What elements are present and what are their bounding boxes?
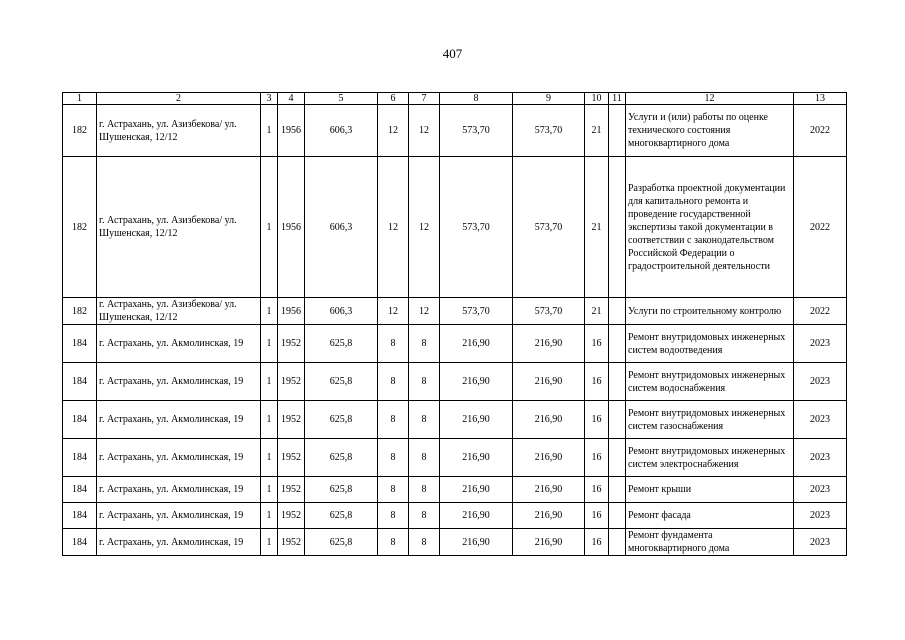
cell-col8: 216,90 [440, 503, 513, 529]
cell-col8: 216,90 [440, 325, 513, 363]
cell-work-type: Ремонт внутридомовых инженерных систем водоснабжения [626, 363, 794, 401]
cell-col7: 12 [409, 298, 440, 325]
cell-plan-year: 2023 [794, 503, 847, 529]
cell-col7: 8 [409, 401, 440, 439]
cell-col10: 16 [585, 439, 609, 477]
cell-area: 625,8 [305, 401, 378, 439]
cell-col8: 216,90 [440, 439, 513, 477]
cell-col9: 216,90 [513, 325, 585, 363]
cell-col7: 8 [409, 477, 440, 503]
cell-address: г. Астрахань, ул. Акмолинская, 19 [97, 529, 261, 556]
cell-col6: 12 [378, 157, 409, 298]
cell-col11 [609, 325, 626, 363]
cell-col7: 12 [409, 157, 440, 298]
cell-number: 184 [63, 477, 97, 503]
column-header: 3 [261, 93, 278, 105]
cell-address: г. Астрахань, ул. Акмолинская, 19 [97, 401, 261, 439]
cell-area: 625,8 [305, 529, 378, 556]
cell-address: г. Астрахань, ул. Акмолинская, 19 [97, 439, 261, 477]
cell-work-type: Услуги и (или) работы по оценке технического состояния многоквартирного дома [626, 105, 794, 157]
table-row [63, 157, 847, 298]
cell-year: 1952 [278, 503, 305, 529]
cell-work-type: Услуги по строительному контролю [626, 298, 794, 325]
cell-plan-year: 2023 [794, 401, 847, 439]
cell-col8: 216,90 [440, 363, 513, 401]
cell-area: 625,8 [305, 477, 378, 503]
cell-work-type: Ремонт фундамента многоквартирного дома [626, 529, 794, 556]
cell-col8: 216,90 [440, 477, 513, 503]
cell-col9: 573,70 [513, 157, 585, 298]
column-header: 13 [794, 93, 847, 105]
cell-plan-year: 2023 [794, 529, 847, 556]
cell-area: 625,8 [305, 503, 378, 529]
cell-col7: 8 [409, 439, 440, 477]
cell-col7: 8 [409, 363, 440, 401]
cell-number: 184 [63, 529, 97, 556]
cell-col8: 216,90 [440, 529, 513, 556]
cell-year: 1956 [278, 157, 305, 298]
column-header: 10 [585, 93, 609, 105]
column-header: 12 [626, 93, 794, 105]
cell-number: 184 [63, 401, 97, 439]
cell-col9: 573,70 [513, 105, 585, 157]
cell-col10: 21 [585, 298, 609, 325]
cell-col3: 1 [261, 439, 278, 477]
cell-col7: 8 [409, 529, 440, 556]
cell-year: 1956 [278, 298, 305, 325]
cell-plan-year: 2023 [794, 439, 847, 477]
column-header: 2 [97, 93, 261, 105]
cell-col11 [609, 439, 626, 477]
cell-col11 [609, 477, 626, 503]
column-number-row [63, 93, 847, 105]
cell-number: 184 [63, 325, 97, 363]
cell-plan-year: 2022 [794, 298, 847, 325]
cell-number: 184 [63, 503, 97, 529]
cell-col9: 216,90 [513, 503, 585, 529]
cell-col10: 16 [585, 401, 609, 439]
cell-address: г. Астрахань, ул. Акмолинская, 19 [97, 325, 261, 363]
cell-col6: 8 [378, 401, 409, 439]
column-header: 4 [278, 93, 305, 105]
cell-col3: 1 [261, 363, 278, 401]
cell-area: 625,8 [305, 439, 378, 477]
cell-col11 [609, 401, 626, 439]
cell-work-type: Разработка проектной документации для капитального ремонта и проведение государственной экспертизы такой документации в соответствии с законодательством Российской Федерации о градостроительной деятельности [626, 157, 794, 298]
cell-plan-year: 2022 [794, 105, 847, 157]
column-header: 11 [609, 93, 626, 105]
cell-address: г. Астрахань, ул. Азизбекова/ ул. Шушенская, 12/12 [97, 157, 261, 298]
cell-year: 1952 [278, 401, 305, 439]
column-header: 5 [305, 93, 378, 105]
cell-address: г. Астрахань, ул. Азизбекова/ ул. Шушенская, 12/12 [97, 105, 261, 157]
cell-area: 625,8 [305, 363, 378, 401]
cell-col10: 16 [585, 477, 609, 503]
cell-area: 625,8 [305, 325, 378, 363]
cell-address: г. Астрахань, ул. Акмолинская, 19 [97, 363, 261, 401]
cell-work-type: Ремонт внутридомовых инженерных систем водоотведения [626, 325, 794, 363]
cell-work-type: Ремонт фасада [626, 503, 794, 529]
cell-year: 1952 [278, 529, 305, 556]
cell-work-type: Ремонт внутридомовых инженерных систем газоснабжения [626, 401, 794, 439]
cell-year: 1952 [278, 325, 305, 363]
column-header: 1 [63, 93, 97, 105]
table-row [63, 325, 847, 363]
cell-plan-year: 2022 [794, 157, 847, 298]
cell-col3: 1 [261, 401, 278, 439]
table-row [63, 439, 847, 477]
column-header: 9 [513, 93, 585, 105]
cell-plan-year: 2023 [794, 477, 847, 503]
cell-col11 [609, 157, 626, 298]
table-row [63, 477, 847, 503]
cell-plan-year: 2023 [794, 325, 847, 363]
cell-col8: 573,70 [440, 157, 513, 298]
cell-address: г. Астрахань, ул. Азизбекова/ ул. Шушенская, 12/12 [97, 298, 261, 325]
cell-col3: 1 [261, 477, 278, 503]
cell-col6: 8 [378, 477, 409, 503]
cell-number: 182 [63, 157, 97, 298]
cell-year: 1952 [278, 363, 305, 401]
cell-col7: 8 [409, 325, 440, 363]
cell-col8: 216,90 [440, 401, 513, 439]
cell-col6: 8 [378, 363, 409, 401]
cell-year: 1952 [278, 439, 305, 477]
cell-col8: 573,70 [440, 105, 513, 157]
cell-work-type: Ремонт внутридомовых инженерных систем электроснабжения [626, 439, 794, 477]
column-header: 7 [409, 93, 440, 105]
cell-col6: 12 [378, 298, 409, 325]
cell-col9: 216,90 [513, 529, 585, 556]
cell-col10: 21 [585, 105, 609, 157]
cell-col3: 1 [261, 325, 278, 363]
cell-year: 1956 [278, 105, 305, 157]
capital-repair-table [62, 92, 847, 556]
cell-col6: 8 [378, 529, 409, 556]
cell-area: 606,3 [305, 105, 378, 157]
cell-col11 [609, 503, 626, 529]
cell-col7: 8 [409, 503, 440, 529]
cell-col6: 8 [378, 503, 409, 529]
table-row [63, 529, 847, 556]
cell-col3: 1 [261, 503, 278, 529]
cell-col3: 1 [261, 105, 278, 157]
table-row [63, 401, 847, 439]
cell-area: 606,3 [305, 157, 378, 298]
cell-number: 182 [63, 105, 97, 157]
cell-col3: 1 [261, 157, 278, 298]
cell-col7: 12 [409, 105, 440, 157]
cell-col10: 16 [585, 325, 609, 363]
cell-col9: 216,90 [513, 363, 585, 401]
column-header: 8 [440, 93, 513, 105]
cell-col8: 573,70 [440, 298, 513, 325]
cell-col10: 16 [585, 503, 609, 529]
cell-year: 1952 [278, 477, 305, 503]
cell-plan-year: 2023 [794, 363, 847, 401]
cell-col9: 216,90 [513, 439, 585, 477]
cell-col10: 21 [585, 157, 609, 298]
cell-area: 606,3 [305, 298, 378, 325]
cell-number: 184 [63, 439, 97, 477]
cell-number: 182 [63, 298, 97, 325]
cell-col3: 1 [261, 529, 278, 556]
table-row [63, 298, 847, 325]
cell-col9: 216,90 [513, 401, 585, 439]
page-number: 407 [442, 46, 463, 61]
cell-address: г. Астрахань, ул. Акмолинская, 19 [97, 477, 261, 503]
cell-col9: 216,90 [513, 477, 585, 503]
cell-number: 184 [63, 363, 97, 401]
cell-col11 [609, 529, 626, 556]
cell-col3: 1 [261, 298, 278, 325]
cell-work-type: Ремонт крыши [626, 477, 794, 503]
cell-col10: 16 [585, 529, 609, 556]
cell-col10: 16 [585, 363, 609, 401]
column-header: 6 [378, 93, 409, 105]
cell-address: г. Астрахань, ул. Акмолинская, 19 [97, 503, 261, 529]
cell-col9: 573,70 [513, 298, 585, 325]
cell-col11 [609, 298, 626, 325]
cell-col11 [609, 105, 626, 157]
table-row [63, 503, 847, 529]
cell-col11 [609, 363, 626, 401]
cell-col6: 8 [378, 325, 409, 363]
cell-col6: 12 [378, 105, 409, 157]
cell-col6: 8 [378, 439, 409, 477]
table-row [63, 105, 847, 157]
table-row [63, 363, 847, 401]
